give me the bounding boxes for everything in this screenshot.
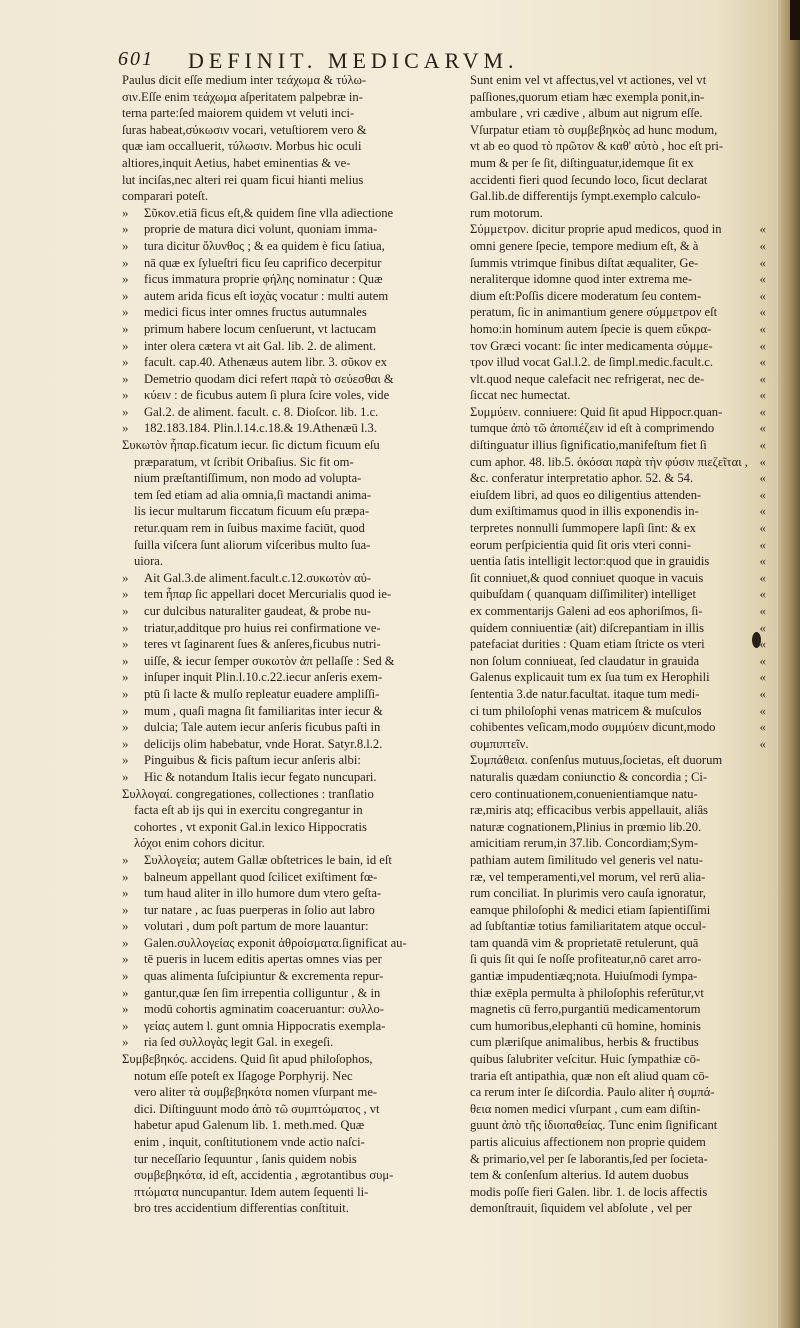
text-line: » teres vt ſaginarent ſues & anſeres,ficubus nutri- — [122, 636, 454, 653]
text-line: » Hic & notandum Italis iecur fegato nuncupari. — [122, 769, 454, 786]
text-line: » inter olera cætera vt ait Gal. lib. 2. de aliment. — [122, 338, 454, 355]
text-line: » tem ἧπαρ ſic appellari docet Mercurialis quod ie- — [122, 586, 454, 603]
text-line: » Demetrio quodam dici refert παρὰ τὸ σεύεσθαι & — [122, 371, 454, 388]
text-line: » balneum appellant quod ſcilicet exiſtiment fœ- — [122, 869, 454, 886]
text-line: cum humoribus,elephanti cū homine, hominis — [470, 1018, 701, 1033]
text-line: » Σῦκον.etiā ficus eſt,& quidem ſine vlla adiectione — [122, 205, 454, 222]
text-line: tumque ἀπὸ τῶ ἀποπιέζειν id eſt à comprimendo « — [470, 420, 766, 437]
text-line: tem ſed etiam ad alia omnia,ſi mactandi anima- — [134, 487, 372, 502]
text-line: quæ iam occalluerit, τύλωσιν. Morbus hic oculi — [122, 139, 362, 154]
text-line: tur neceſſario ſequuntur , ſanis quidem nobis — [134, 1151, 357, 1166]
text-line: cum aphor. 48. lib.5. ὁκόσαι παρὰ τὴν φύσιν πιεζεῖται , « — [470, 454, 766, 471]
text-line: ex commentarijs Galeni ad eos aphoriſmos, ſi- « — [470, 603, 766, 620]
text-line: peratum, ſic in animantium genere σύμμετρον eſt « — [470, 304, 766, 321]
text-line: dium eſt:Poſſis dicere moderatum ſeu contem- « — [470, 288, 766, 305]
text-line: quibuſdam ( quanquam diſſimiliter) intelliget « — [470, 586, 766, 603]
text-line: » quas alimenta ſuſcipiuntur & excrementa repur- — [122, 968, 454, 985]
text-line: lut inciſas,nec alteri rei quam ficui hianti melius — [122, 172, 364, 187]
text-line: » Συλλογεία; autem Gallæ obſtetrices le bain, id eſt — [122, 852, 454, 869]
text-line: dici. Diſtinguunt modo ἀπὸ τῶ συμπτώματος , vt — [134, 1101, 380, 1116]
text-line: guunt ἀπὸ τῆς ἰδιοπαθείας. Tunc enim ſignificant — [470, 1118, 718, 1133]
text-line: » dulcia; Tale autem iecur anſeris ficubus paſti in — [122, 719, 454, 736]
text-line: » triatur,additque pro huius rei confirmatione ve- — [122, 620, 454, 637]
text-line: tam quandā vim & proprietatē retulerunt, quā — [470, 935, 699, 950]
book-binding-edge — [778, 0, 800, 1328]
text-line: cohibentes veſicam,modo συμμύειν dicunt,modo « — [470, 719, 766, 736]
text-line: uiora. — [134, 554, 164, 569]
text-line: ad ſubſtantiæ totius familiaritatem atque occul- — [470, 919, 707, 934]
text-line: accidenti fieri quod ſecundo loco, ſicut declarat — [470, 172, 708, 187]
text-line: magnetis cū ferro,purgantiū medicamentorum — [470, 1002, 701, 1017]
text-line: homo:in hominum autem ſpecie is quem εὔκρα- « — [470, 321, 766, 338]
text-line: tem & conſenſum alterius. Id autem duobus — [470, 1168, 689, 1183]
text-line: » 182.183.184. Plin.l.14.c.18.& 19.Athenæū l.3. — [122, 420, 454, 437]
text-line: Συμπάθεια. conſenſus mutuus,ſocietas, eſt duorum — [470, 753, 723, 768]
text-line: ſit conniuet,& quod conniuet quoque in vacuis « — [470, 570, 766, 587]
text-line: naturæ cognationem,Plinius in prœmio lib.20. — [470, 819, 702, 834]
text-line: ſententia 3.de natur.facultat. itaque tum medi- « — [470, 686, 766, 703]
text-line: naturalis quædam coniunctio & concordia ; Ci- — [470, 769, 708, 784]
text-line: terna parte:ſed maiorem quidem vt veluti inci- — [122, 106, 355, 121]
text-line: Paulus dicit eſſe medium inter τεάχωμα & τύλω- — [122, 73, 367, 87]
text-line: altiores,inquit Aetius, habet eminentias & ve- — [122, 155, 351, 170]
text-line: Vſurpatur etiam τὸ συμβεβηκὸς ad hunc modum, — [470, 122, 718, 137]
text-line: » Galen.συλλογείας exponit ἀθροίσματα.ſignificat au- — [122, 935, 454, 952]
text-line: » autem arida ficus eſt ἰσχὰς vocatur : multi autem — [122, 288, 454, 305]
text-line: mum & per ſe ſit, diſtinguatur,idemque ſit ex — [470, 155, 694, 170]
text-line: ræ,miris atq; efficacibus verbis appellauit, aliâs — [470, 803, 708, 818]
text-line: » tē pueris in lucem editis apertas omnes vias per — [122, 951, 454, 968]
ink-blot-mark — [752, 632, 761, 648]
text-line: » tura dicitur ὄλυνθος ; & ea quidem è ficu ſatiua, — [122, 238, 454, 255]
text-line: » Ait Gal.3.de aliment.facult.c.12.συκωτὸν αὐ- — [122, 570, 454, 587]
text-line: » delicijs olim habebatur, vnde Horat. Satyr.8.l.2. — [122, 736, 454, 753]
text-line: demonſtrauit, ſiquidem vel abſolute , vel per — [470, 1201, 692, 1216]
text-line: vt ab eo quod τὸ πρῶτον & καθ' αὑτὸ , hoc eſt pri- — [470, 139, 724, 154]
text-line: modis poſſe fieri Galen. libr. 1. de locis affectis — [470, 1184, 708, 1199]
page-number: 601 — [118, 48, 154, 70]
text-line: » medici ficus inter omnes fructus autumnales — [122, 304, 454, 321]
text-line: traria eſt antipathia, quæ non eſt aliud quam cō- — [470, 1068, 709, 1083]
text-line: » uiſſe, & iecur ſemper συκωτὸν ἀπ pellaſſe : Sed & — [122, 653, 454, 670]
text-line: » Gal.2. de aliment. facult. c. 8. Dioſcor. lib. 1.c. — [122, 404, 454, 421]
text-line: habetur apud Galenum lib. 1. meth.med. Quæ — [134, 1118, 365, 1133]
text-line: præparatum, vt ſcribit Oribaſius. Sic fit om- — [134, 454, 354, 469]
text-line: vero aliter τὰ συμβεβηκότα nomen vſurpant me- — [134, 1085, 378, 1100]
text-line: &c. conferatur interpretatio aphor. 52. & 54. « — [470, 470, 766, 487]
text-line: ca rerum inter ſe diſcordia. Paulo aliter ἡ συμπά- — [470, 1085, 715, 1100]
text-line: ſuilla viſcera ſunt aliorum viſceribus multo ſua- — [134, 537, 371, 552]
text-line: » ptū ſi lacte & mulſo repleatur euadere ampliſſi- — [122, 686, 454, 703]
text-line: non ſolum conniueat, ſed claudatur in grauida « — [470, 653, 766, 670]
text-line: Συμμύειν. conniuere: Quid ſit apud Hippocr.quan- « — [470, 404, 766, 421]
text-line: eiuſdem libri, ad quos eo diligentius attenden- « — [470, 487, 766, 504]
text-line: λόχοι enim cohors dicitur. — [134, 836, 265, 851]
text-line: ræ, vel temperamenti,vel morum, vel rerū alia- — [470, 869, 706, 884]
text-line: Συλλογαί. congregationes, collectiones : tranſlatio — [122, 786, 374, 801]
text-line: » primum habere locum cenſuerunt, vt lactucam — [122, 321, 454, 338]
text-line: eamque philoſophi & medici etiam ſapientiſſimi — [470, 902, 711, 917]
text-line: cero continuationem,conuenientiamque natu- — [470, 786, 698, 801]
text-line: Σύμμετρον. dicitur proprie apud medicos, quod in « — [470, 221, 766, 238]
text-line: Συκωτὸν ἧπαρ.ficatum iecur. ſic dictum ficuum eſu — [122, 438, 380, 453]
text-line: τρον illud vocat Gal.l.2. de ſimpl.medic.facult.c. « — [470, 354, 766, 371]
text-line: » nā quæ ex ſylueſtri ficu ſeu caprifico decerpitur — [122, 255, 454, 272]
running-title: DEFINIT. MEDICARVM. — [188, 48, 519, 73]
text-line: cum plæriſque animalibus, herbis & fructibus — [470, 1035, 699, 1050]
text-line: ſuras habeat,σύκωσιν vocari, vetuſtiorem vero & — [122, 122, 367, 137]
text-line: » Pinguibus & ficis paſtum iecur anſeris albi: — [122, 752, 454, 769]
right-text-column — [470, 72, 766, 1217]
text-line: » ria ſed συλλογὰς legit Gal. in exegeſi. — [122, 1034, 454, 1051]
text-line: » ficus immatura proprie φήλης nominatur : Quæ — [122, 271, 454, 288]
text-line: » cur dulcibus naturaliter gaudeat, & probe nu- — [122, 603, 454, 620]
text-line: thiæ exēpla permulta à philoſophis referūtur,vt — [470, 985, 704, 1000]
text-line: retur.quam rem in ſuibus maxime faciūt, quod — [134, 521, 365, 536]
text-line: quidem conniuentiæ (ait) diſcrepantiam in illis « — [470, 620, 766, 637]
text-line: gantiæ impudentiæq;nota. Huiuſmodi ſympa- — [470, 969, 698, 984]
text-line: » inſuper inquit Plin.l.10.c.22.iecur anſeris exem- — [122, 669, 454, 686]
text-line: ambulare , vri cædive , album aut nigrum eſſe. — [470, 106, 703, 121]
text-line: » volutari , dum poſt partum de more lauantur: — [122, 918, 454, 935]
text-line: neraliterque idomne quod inter extrema me- « — [470, 271, 766, 288]
text-line: ſummis vtrimque finibus diſtat æqualiter, Ge- « — [470, 255, 766, 272]
text-line: bro tres accidentium differentias conſtituit. — [134, 1201, 349, 1216]
text-line: » proprie de matura dici volunt, quoniam imma- — [122, 221, 454, 238]
text-line: lis iecur multarum ficcatum ficuum eſu præpa- — [134, 504, 370, 519]
text-line: » facult. cap.40. Athenæus autem libr. 3. σῦκον ex — [122, 354, 454, 371]
text-line: Συμβεβηκός. accidens. Quid ſit apud philoſophos, — [122, 1052, 373, 1067]
text-line: rum motorum. — [470, 205, 543, 220]
text-line: » mum , quaſi magna ſit familiaritas inter iecur & — [122, 703, 454, 720]
text-line: ſiccat nec humectat. « — [470, 387, 766, 404]
text-line: Gal.lib.de differentijs ſympt.exemplo calculo- — [470, 189, 701, 204]
text-line: Sunt enim vel vt affectus,vel vt actiones, vel vt — [470, 73, 707, 87]
text-line: τον Græci vocant: ſic inter medicamenta σύμμε- « — [470, 338, 766, 355]
text-line: facta eſt ab ijs qui in exercitu congregantur in — [134, 803, 363, 818]
text-line: vlt.quod neque calefacit nec refrigerat, nec de- « — [470, 371, 766, 388]
text-line: » tum haud aliter in illo humore dum vtero geſta- — [122, 885, 454, 902]
text-line: θεια nomen medici vſurpant , cum eam diſtin- — [470, 1101, 701, 1116]
text-line: συμπιπτεῖν. « — [470, 736, 766, 753]
text-line: πτώματα nuncupantur. Idem autem ſequenti li- — [134, 1184, 369, 1199]
text-line: uentia ſatis intelligit lector:quod que in grauidis « — [470, 553, 766, 570]
binding-shadow — [790, 0, 800, 40]
text-line: enim , inquit, conſtitutionem vnde actio naſci- — [134, 1135, 365, 1149]
text-line: terpretes nonnulli ſummopere lapſi ſint: & ex « — [470, 520, 766, 537]
text-line: dum exiſtimamus quod in illis exponendis in- « — [470, 503, 766, 520]
text-line: » κύειν : de ficubus autem ſi plura ſcire voles, vide — [122, 387, 454, 404]
text-line: paſſiones,quorum etiam hæc exempla ponit,in- — [470, 89, 705, 104]
text-line: cohortes , vt exponit Gal.in lexico Hippocratis — [134, 819, 367, 834]
text-line: » tur natare , ac ſuas puerperas in ſolio aut labro — [122, 902, 454, 919]
text-line: nium præſtantiſſimum, non modo ad volupta- — [134, 471, 362, 486]
text-line: σιν.Eſſe enim τεάχωμα aſperitatem palpebræ in- — [122, 89, 363, 104]
text-line: » modū cohortis agminatim coaceruantur: συλλο- — [122, 1001, 454, 1018]
text-line: rum conciliat. In plurimis vero cauſa ignoratur, — [470, 886, 706, 901]
text-line: & primario,vel per ſe laborantis,ſed per ſocieta- — [470, 1151, 708, 1166]
text-line: ci tum philoſophi venas matricem & muſculos « — [470, 703, 766, 720]
text-line: omni genere ſpecie, tempore medium eſt, & à « — [470, 238, 766, 255]
text-line: patefaciat durities : Quam etiam ſtricte os vteri « — [470, 636, 766, 653]
text-line: ſi quis ſit qui ſe noſſe profiteatur,nō caret arro- — [470, 952, 702, 967]
text-line: συμβεβηκότα, id eſt, accidentia , ægrotantibus συμ- — [134, 1168, 394, 1183]
text-line: comparari poteſt. — [122, 189, 209, 204]
text-line: » gantur,quæ ſen ſim irrepentia colliguntur , & in — [122, 985, 454, 1002]
text-line: Galenus explicauit tum ex ſua tum ex Herophili « — [470, 669, 766, 686]
text-line: » γείας autem l. gunt omnia Hippocratis exempla- — [122, 1018, 454, 1035]
left-text-column — [122, 72, 454, 1217]
text-line: quibus ſalubriter veſcitur. Huic ſympathiæ cō- — [470, 1052, 701, 1067]
text-line: diſtinguatur illius ſignificatio,manifeſtum fiet ſi « — [470, 437, 766, 454]
text-line: partis alicuius affectionem non proprie quidem — [470, 1135, 706, 1149]
text-line: eorum perſpicientia quid ſit oris vteri conni- « — [470, 537, 766, 554]
text-line: amicitiam rerum,in 37.lib. Concordiam;Sym- — [470, 836, 699, 851]
text-line: notum eſſe poteſt ex Iſagoge Porphyrij. Nec — [134, 1068, 353, 1083]
text-line: pathiam autem ſimilitudo vel generis vel natu- — [470, 852, 703, 867]
